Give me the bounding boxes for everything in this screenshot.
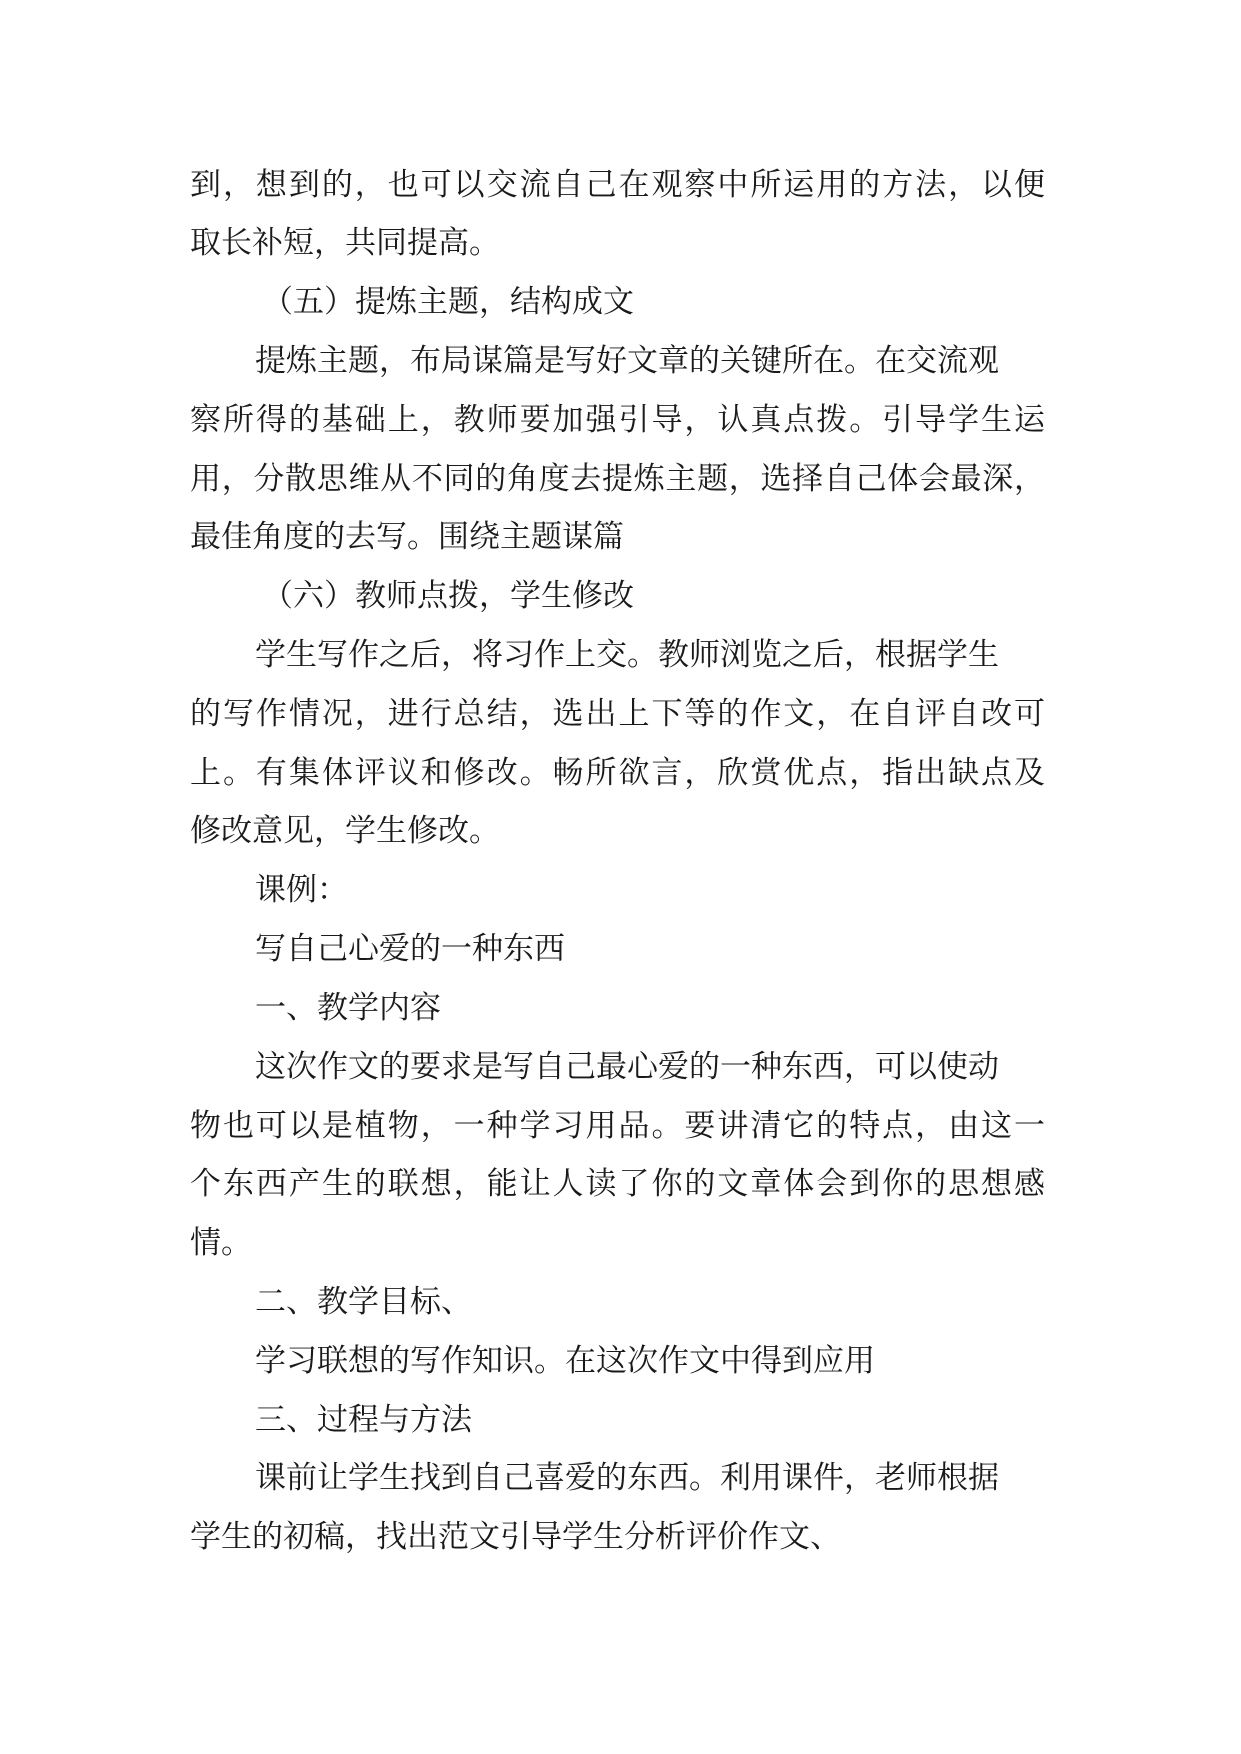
paragraph-line: 个东西产生的联想，能让人读了你的文章体会到你的思想感 [190,1166,1045,1202]
lesson-title: 写自己心爱的一种东西 [255,931,565,967]
paragraph-line: 上。有集体评议和修改。畅所欲言，欣赏优点，指出缺点及 [190,755,1045,791]
paragraph-line: 课前让学生找到自己喜爱的东西。利用课件，老师根据 [255,1460,999,1496]
section-heading: （六）教师点拨，学生修改 [262,578,634,614]
paragraph-line: 提炼主题，布局谋篇是写好文章的关键所在。在交流观 [255,343,999,379]
paragraph-line: 最佳角度的去写。围绕主题谋篇 [190,519,624,555]
section-heading: 三、过程与方法 [255,1402,472,1438]
section-heading: （五）提炼主题，结构成文 [262,284,634,320]
paragraph-line: 察所得的基础上，教师要加强引导，认真点拨。引导学生运 [190,402,1045,438]
section-heading: 二、教学目标、 [255,1284,472,1320]
paragraph-line: 的写作情况，进行总结，选出上下等的作文，在自评自改可 [190,696,1045,732]
paragraph-line: 物也可以是植物，一种学习用品。要讲清它的特点，由这一 [190,1108,1045,1144]
paragraph-line: 取长补短，共同提高。 [190,225,500,261]
paragraph-line: 情。 [190,1225,252,1261]
paragraph-line: 这次作文的要求是写自己最心爱的一种东西，可以使动 [255,1049,999,1085]
section-heading: 一、教学内容 [255,990,441,1026]
paragraph-line: 用，分散思维从不同的角度去提炼主题，选择自己体会最深， [190,461,1045,497]
paragraph-line: 学生的初稿，找出范文引导学生分析评价作文、 [190,1519,841,1555]
lesson-example-label: 课例： [255,872,348,908]
paragraph-line: 学习联想的写作知识。在这次作文中得到应用 [255,1343,875,1379]
paragraph-line: 修改意见，学生修改。 [190,813,500,849]
paragraph-line: 到，想到的，也可以交流自己在观察中所运用的方法，以便 [190,167,1045,203]
paragraph-line: 学生写作之后，将习作上交。教师浏览之后，根据学生 [255,637,999,673]
